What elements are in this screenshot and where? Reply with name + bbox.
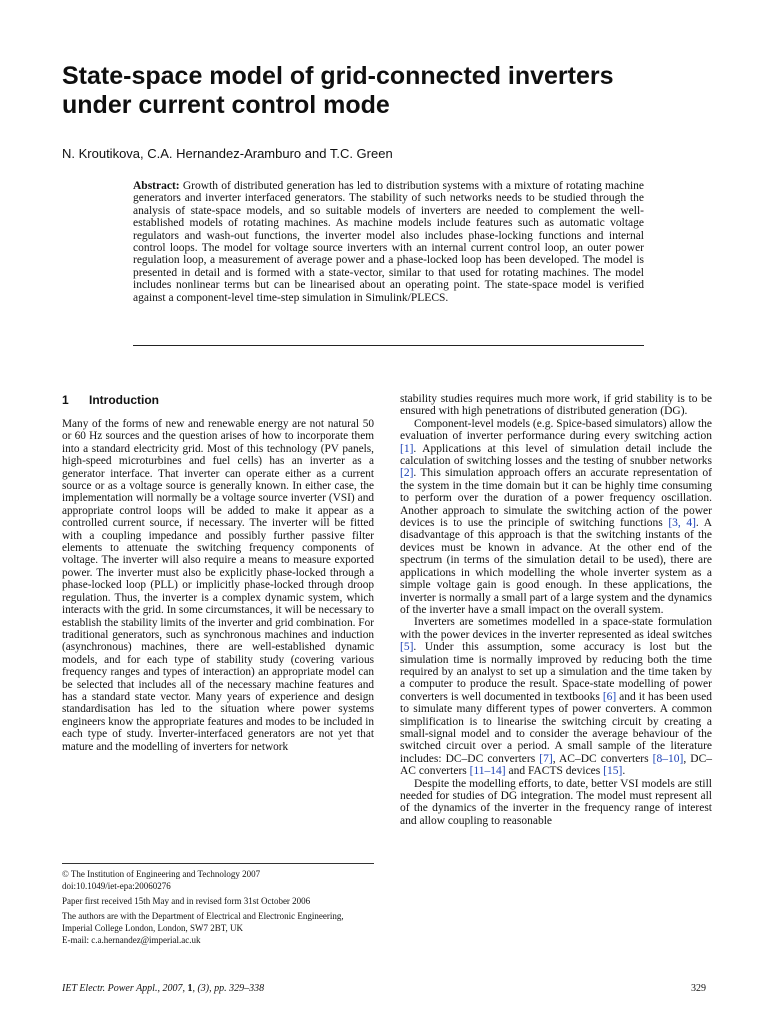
author-list: N. Kroutikova, C.A. Hernandez-Aramburo and T.C. Green bbox=[62, 146, 393, 161]
journal-volume: 1 bbox=[187, 983, 193, 994]
left-column bbox=[62, 393, 374, 753]
right-column bbox=[400, 393, 712, 827]
text-run: . Applications at this level of simulation detail include the calculation of switching losses and the testing of snubber networks bbox=[400, 442, 712, 468]
abstract-divider bbox=[133, 345, 644, 346]
citation-link[interactable]: [6] bbox=[602, 690, 617, 703]
journal-year: 2007, bbox=[162, 983, 185, 994]
paper-title bbox=[62, 62, 722, 120]
text-run: . This simulation approach offers an accurate representation of the system in the time domain but it can be highly time consuming to perform over the duration of a power frequency oscillation. Another approach to simulate the switching action of the power devices is to use the principle of switching functions bbox=[400, 467, 712, 530]
citation-link[interactable]: [15] bbox=[603, 765, 623, 778]
paper-title-line2: under current control mode bbox=[62, 91, 390, 119]
abstract bbox=[133, 180, 644, 304]
citation-link[interactable]: [2] bbox=[400, 467, 414, 480]
abstract-label: Abstract: bbox=[133, 180, 180, 192]
journal-issue-pages: , (3), pp. 329–338 bbox=[192, 983, 265, 994]
citation-link[interactable]: [3, 4] bbox=[668, 517, 696, 530]
footnotes bbox=[62, 863, 374, 946]
section-heading bbox=[62, 393, 374, 407]
right-paragraph-2 bbox=[400, 418, 712, 617]
citation-link[interactable]: [11–14] bbox=[469, 765, 506, 778]
text-run: and it has been used to simulate many different types of power converters. A common simplification is to linearise the switching circuit by creating a small-signal model and to consider the average behaviour of the switched circuit over a period. A small sample of the literature includes: DC–DC converters bbox=[400, 690, 712, 765]
journal-name: IET Electr. Power Appl. bbox=[62, 983, 158, 994]
citation-link[interactable]: [7] bbox=[539, 752, 553, 765]
text-run: Inverters are sometimes modelled in a space-state formulation with the power devices in the inverter represented as ideal switches bbox=[400, 616, 712, 641]
citation-link[interactable]: [8–10] bbox=[652, 752, 684, 765]
received-note: Paper first received 15th May and in revised form 31st October 2006 bbox=[62, 896, 311, 906]
text-run: . Under this assumption, some accuracy is lost but the simulation time is normally improved by reducing both the time required by an analyst to set up a simulation and the time taken by a computer to produce the result. Space-state modelling of power converters is well documented in textbooks bbox=[400, 641, 712, 703]
text-run: , DC–AC converters bbox=[400, 752, 712, 778]
text-run: . bbox=[622, 765, 626, 778]
intro-paragraph-1: Many of the forms of new and renewable energy are not natural 50 or 60 Hz sources and the question arises of how to incorporate them into a standard electricity grid. Most of this technology (PV panels, high-speed microturbines and fuel cells) has an inverter as a generator interface. That inverter can operate either as a current source or as a voltage source is generally known. In either case, the implementation will normally be a voltage source inverter (VSI) and appropriate control loops will be added to make it appear as a controlled current source, if necessary. The inverter will be fitted with a coupling impedance and possibly further passive filter elements to attenuate the switching frequency components of voltage. The inverter will also require a means to measure exported power. The inverter must also be explicitly phase-locked through a phase-locked loop (PLL) or implicitly phase-locked through droop regulation. Thus, the inverter is a complex dynamic system, which interacts with the grid. In some circumstances, it will be necessary to establish the stability limits of the inverter and grid combination. For traditional generators, such as synchronous machines and induction (asynchronous) machines, there are well-established dynamic models, and for each type of stability study (covering various frequency ranges and types of interaction) an appropriate model can be selected that includes all of the necessary machine features and has a standard state vector. Many years of experience and design standardisation has led to the situation where power systems engineers know the appropriate features and modes to be included in each type of study. Inverter-interfaced generators are not yet that mature and the modelling of inverters for network bbox=[62, 418, 374, 753]
citation-link[interactable]: [1] bbox=[400, 442, 414, 455]
text-run: , AC–DC converters bbox=[552, 752, 653, 765]
text-run: Component-level models (e.g. Spice-based simulators) allow the evaluation of inverter performance during every switching action bbox=[400, 417, 712, 443]
abstract-text: Growth of distributed generation has led to distribution systems with a mixture of rotating machine generators and inverter interfaced generators. The stability of such networks needs to be studied through the analysis of state-space models, and so suitable models of inverters are needed to complement the well-established models of rotating machines. As machine models include features such as automatic voltage regulators and wash-out functions, the inverter model also includes phase-locking functions and internal control loops. The model for voltage source inverters with an internal current control loop, an outer power regulation loop, a measurement of average power and a phase-locked loop has been developed. The model is presented in detail and is formed with a state-vector, similar to that used for rotating machines. The model includes nonlinear terms but can be linearised about an operating point. The state-space model is verified against a component-level time-step simulation in Simulink/PLECS. bbox=[133, 180, 645, 304]
section-title: Introduction bbox=[89, 393, 159, 407]
affiliation-note: The authors are with the Department of Electrical and Electronic Engineering, Imperial College London, London, SW7 2BT, UK bbox=[62, 911, 344, 933]
right-paragraph-4: Despite the modelling efforts, to date, better VSI models are still needed for studies of DG integration. The model must represent all of the dynamics of the inverter in the frequency range of interest and allow coupling to reasonable bbox=[400, 777, 712, 827]
section-number: 1 bbox=[62, 393, 69, 407]
copyright-note: © The Institution of Engineering and Technology 2007 bbox=[62, 869, 261, 879]
email-note[interactable]: E-mail: c.a.hernandez@imperial.ac.uk bbox=[62, 935, 201, 945]
journal-citation: IET Electr. Power Appl., 2007, 1, (3), pp. 329–338 bbox=[62, 983, 265, 994]
paper-title-line1: State-space model of grid-connected inverters bbox=[62, 62, 614, 90]
citation-link[interactable]: [5] bbox=[400, 641, 414, 654]
text-run: . A disadvantage of this approach is that the switching instants of the devices must be known in advance. At the other end of the spectrum (in terms of the simulation detail to be used), there are applications in which modelling the whole inverter system as a simple voltage gain is good enough. In these applications, the inverter is normally a small part of a large system and the dynamics of the inverter have a small impact on the overall system. bbox=[400, 517, 712, 616]
doi: doi:10.1049/iet-epa:20060276 bbox=[62, 881, 171, 891]
page-number: 329 bbox=[691, 983, 706, 994]
text-run: and FACTS devices bbox=[505, 765, 604, 778]
right-paragraph-3 bbox=[400, 616, 712, 777]
right-paragraph-1: stability studies requires much more work, if grid stability is to be ensured with high penetrations of distributed generation (DG). bbox=[400, 393, 712, 418]
